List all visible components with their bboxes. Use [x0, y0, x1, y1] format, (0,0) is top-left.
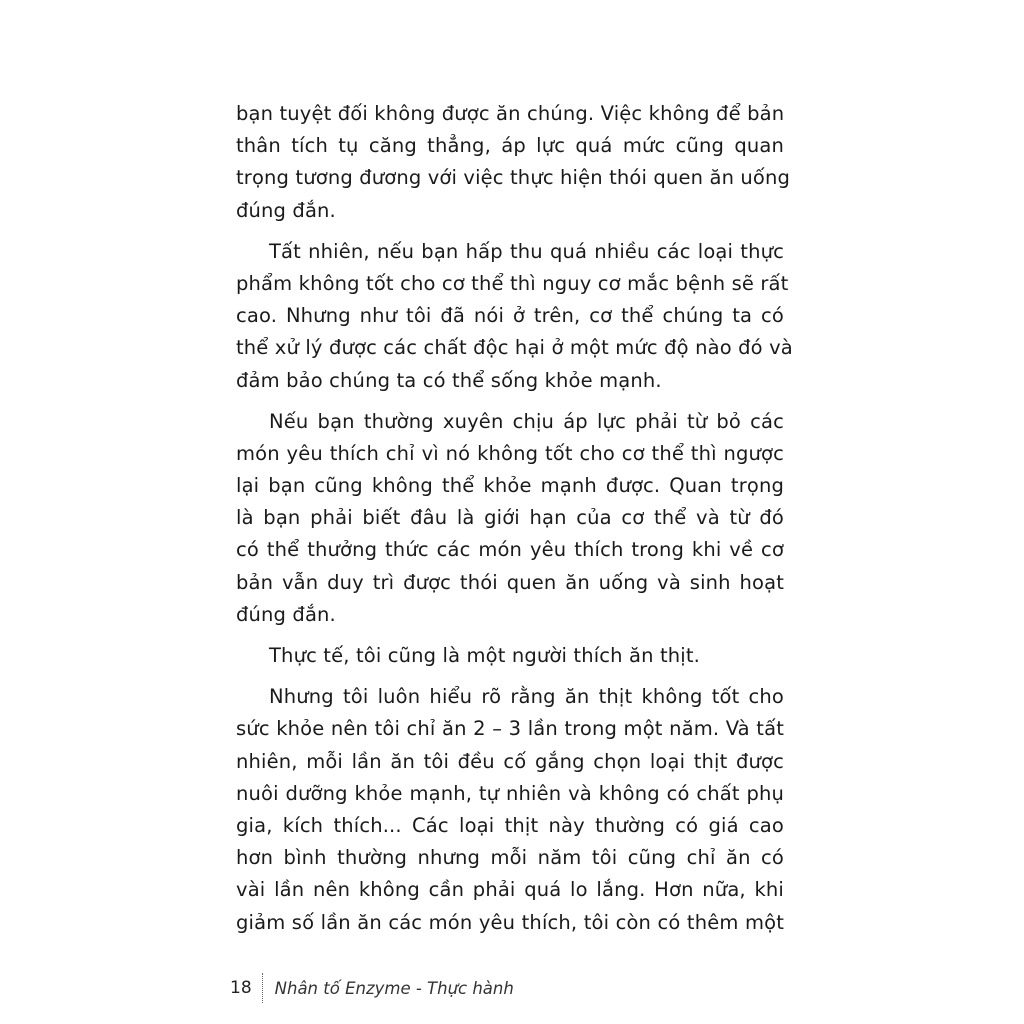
text-line: đúng đắn. — [236, 198, 336, 222]
text-line: phẩm không tốt cho cơ thể thì nguy cơ mắc bệnh sẽ rất — [236, 271, 789, 295]
text-line: bạn tuyệt đối không được ăn chúng. Việc không để bản — [236, 102, 785, 125]
text-line: sức khỏe nên tôi chỉ ăn 2 – 3 lần trong một năm. Và tất — [236, 717, 784, 741]
page-footer — [230, 972, 514, 1004]
text-line: gia, kích thích... Các loại thịt này thường có giá cao — [236, 813, 784, 837]
body-text — [236, 98, 793, 948]
page-number: 18 — [230, 978, 252, 998]
text-line: lại bạn cũng không thể khỏe mạnh được. Quan trọng — [236, 474, 784, 498]
paragraph-3 — [236, 406, 784, 631]
paragraph-2 — [236, 236, 793, 397]
text-line: Nếu bạn thường xuyên chịu áp lực phải từ bỏ các — [269, 409, 784, 433]
paragraph-4 — [236, 640, 784, 672]
running-title: Nhân tố Enzyme - Thực hành — [274, 978, 514, 998]
text-line: Nhưng tôi luôn hiểu rõ rằng ăn thịt không tốt cho — [269, 685, 784, 709]
text-line: thân tích tụ căng thẳng, áp lực quá mức cũng quan — [236, 134, 784, 158]
text-line: giảm số lần ăn các món yêu thích, tôi còn có thêm một — [236, 910, 784, 934]
paragraph-1 — [236, 98, 791, 227]
text-line: trọng tương đương với việc thực hiện thói quen ăn uống — [236, 166, 791, 190]
text-line: thể xử lý được các chất độc hại ở một mức độ nào đó và — [236, 336, 793, 360]
text-line: Thực tế, tôi cũng là một người thích ăn thịt. — [269, 644, 700, 667]
text-line: cao. Nhưng như tôi đã nói ở trên, cơ thể chúng ta có — [236, 304, 784, 328]
footer-divider — [262, 973, 263, 1003]
text-line: đúng đắn. — [236, 602, 336, 626]
text-line: đảm bảo chúng ta có thể sống khỏe mạnh. — [236, 368, 662, 392]
text-line: là bạn phải biết đâu là giới hạn của cơ thể và từ đó — [236, 506, 784, 530]
text-line: món yêu thích chỉ vì nó không tốt cho cơ thể thì ngược — [236, 441, 784, 465]
text-line: bản vẫn duy trì được thói quen ăn uống và sinh hoạt — [236, 570, 784, 594]
paragraph-5 — [236, 681, 784, 939]
text-line: nhiên, mỗi lần ăn tôi đều cố gắng chọn loại thịt được — [236, 749, 784, 773]
text-line: hơn bình thường nhưng mỗi năm tôi cũng chỉ ăn có — [236, 846, 784, 870]
text-line: Tất nhiên, nếu bạn hấp thu quá nhiều các loại thực — [269, 239, 784, 263]
text-line: có thể thưởng thức các món yêu thích trong khi về cơ — [236, 538, 784, 562]
text-line: nuôi dưỡng khỏe mạnh, tự nhiên và không có chất phụ — [236, 781, 784, 805]
text-line: vài lần nên không cần phải quá lo lắng. Hơn nữa, khi — [236, 878, 784, 902]
